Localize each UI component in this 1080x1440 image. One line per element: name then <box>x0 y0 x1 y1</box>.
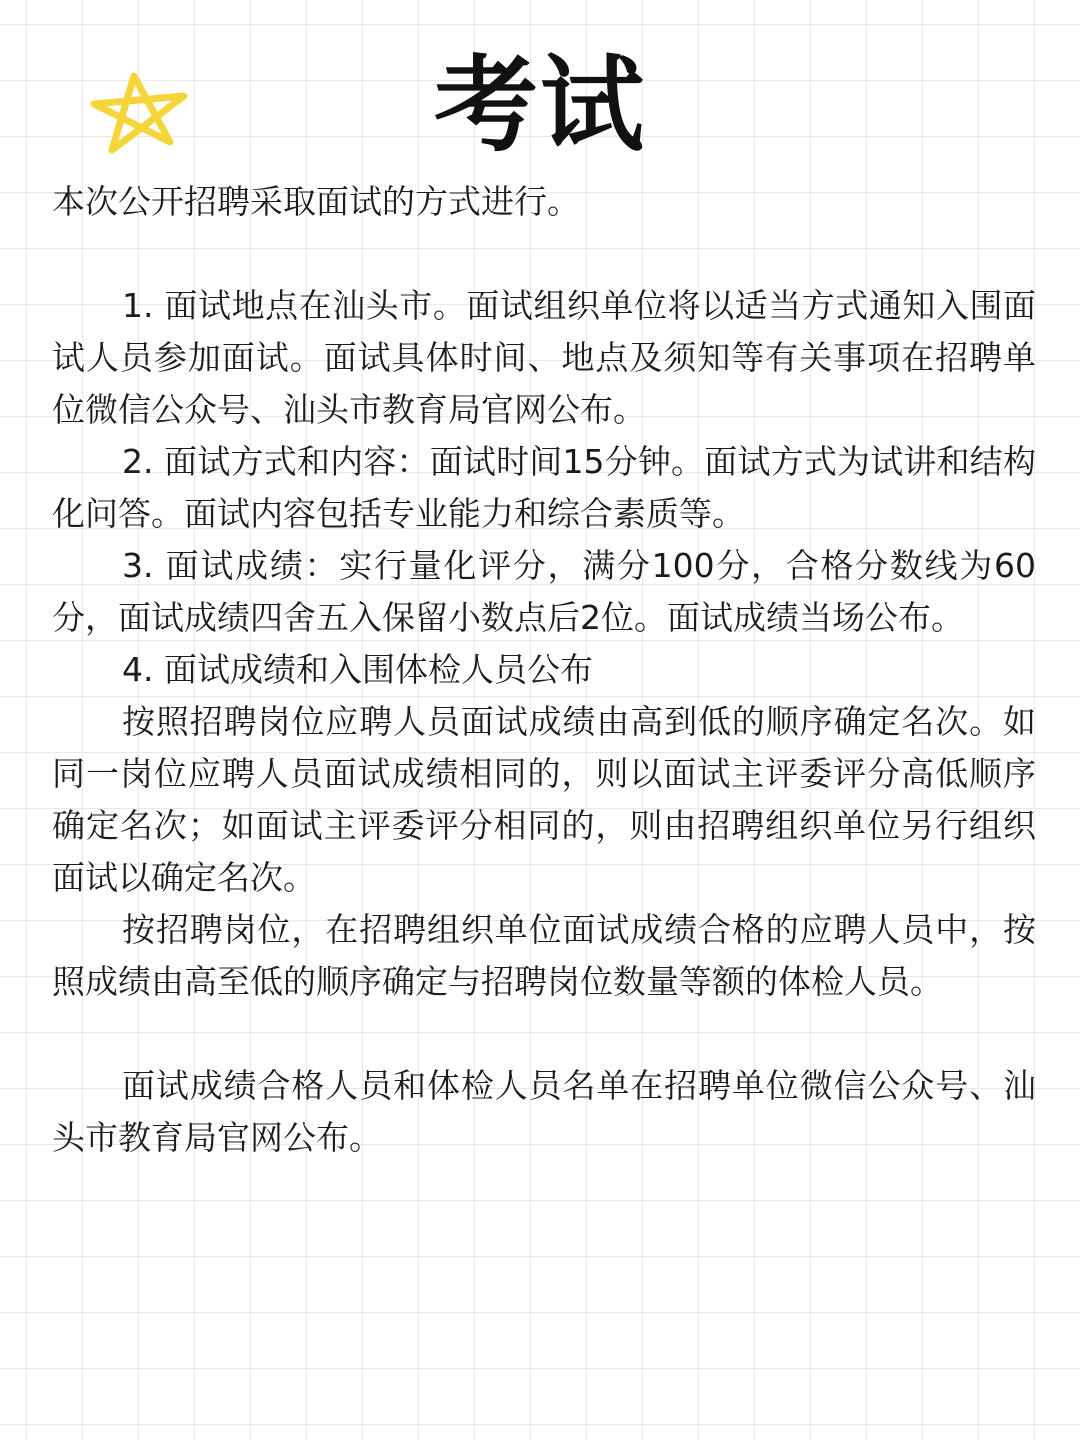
list-item: 1. 面试地点在汕头市。面试组织单位将以适当方式通知入围面试人员参加面试。面试具体时间、地点及须知等有关事项在招聘单位微信公众号、汕头市教育局官网公布。 <box>52 286 1036 429</box>
body-paragraph: 按招聘岗位，在招聘组织单位面试成绩合格的应聘人员中，按照成绩由高至低的顺序确定与招聘岗位数量等额的体检人员。 <box>52 910 1036 1001</box>
body-paragraph: 面试成绩合格人员和体检人员名单在招聘单位微信公众号、汕头市教育局官网公布。 <box>52 1066 1036 1157</box>
document-body <box>52 176 1036 1164</box>
list-item: 3. 面试成绩：实行量化评分，满分100分，合格分数线为60分，面试成绩四舍五入保留小数点后2位。面试成绩当场公布。 <box>52 546 1036 637</box>
list-item: 2. 面试方式和内容：面试时间15分钟。面试方式为试讲和结构化问答。面试内容包括专业能力和综合素质等。 <box>52 442 1036 533</box>
list-item: 4. 面试成绩和入围体检人员公布 <box>122 650 593 689</box>
page-title: 考试 <box>433 44 646 166</box>
body-paragraph: 按照招聘岗位应聘人员面试成绩由高到低的顺序确定名次。如同一岗位应聘人员面试成绩相同的，则以面试主评委评分高低顺序确定名次；如面试主评委评分相同的，则由招聘组织单位另行组织面试以确定名次。 <box>52 702 1036 897</box>
intro-paragraph: 本次公开招聘采取面试的方式进行。 <box>52 182 580 221</box>
